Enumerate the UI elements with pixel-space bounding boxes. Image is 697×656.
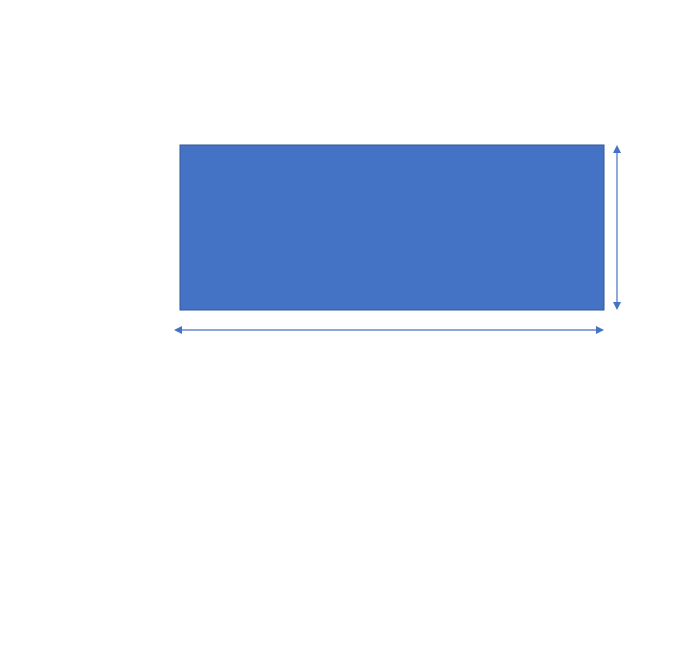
wall-block bbox=[180, 145, 604, 310]
